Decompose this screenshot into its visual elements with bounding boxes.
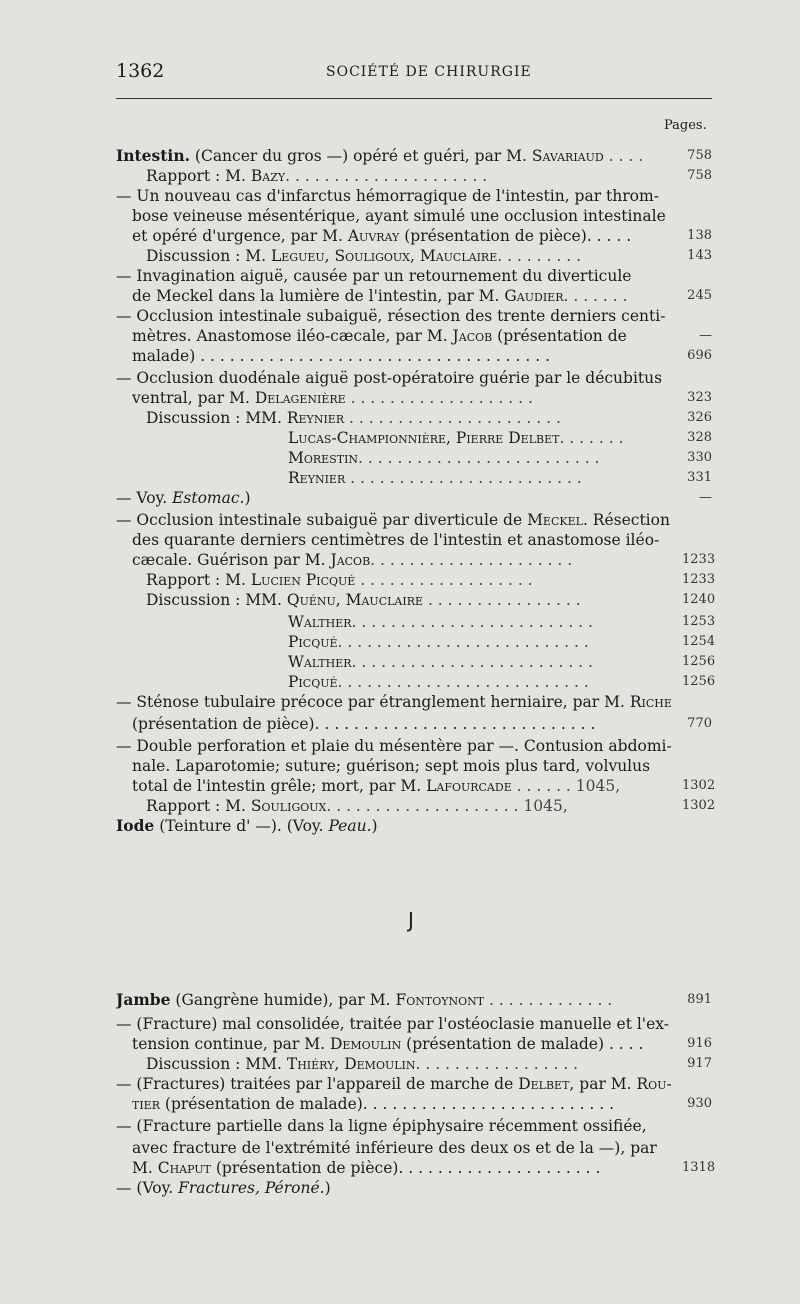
entry-text: — (Voy. <box>116 1179 179 1197</box>
page-reference: 1302 <box>682 778 716 793</box>
entry-text: (présentation de malade). . . . . . . . . . . . . . . . . . . . . . . . . . <box>160 1095 615 1113</box>
author-name: Chaput <box>157 1159 211 1177</box>
author-name: Auvray <box>347 227 400 245</box>
author-name: Delagenière <box>254 389 346 407</box>
entry-text: cæcale. Guérison par M. <box>132 551 331 569</box>
entry-text: — (Fracture) mal consolidée, traitée par l'ostéoclasie manuelle et l'ex- <box>116 1015 669 1033</box>
entry-text: M. <box>132 1159 158 1177</box>
page-reference: 1253 <box>682 614 716 629</box>
entry-text: (présentation de <box>492 327 627 345</box>
page-reference: 770 <box>687 716 712 731</box>
index-entry-line <box>288 652 680 672</box>
entry-text: Rapport : M. <box>146 167 251 185</box>
page-reference: 916 <box>687 1036 712 1051</box>
author-name: Reynier <box>288 469 346 487</box>
index-entry-line <box>116 692 680 712</box>
author-name: Walther <box>288 613 352 631</box>
author-name: Bazy <box>250 167 286 185</box>
entry-text: Discussion : MM. <box>146 1055 287 1073</box>
entry-text: nale. Laparotomie; suture; guérison; sept mois plus tard, volvulus <box>132 757 651 775</box>
entry-text: . . . . . . . <box>559 429 624 447</box>
entry-text: total de l'intestin grêle; mort, par M. <box>132 777 427 795</box>
entry-text: ) <box>324 1179 331 1197</box>
author-name: Gaudier <box>504 287 564 305</box>
entry-text: — Invagination aiguë, causée par un retournement du diverticule <box>116 267 632 285</box>
index-entry-line <box>132 326 680 346</box>
entry-text: . . . . . . . . . . . . . <box>484 991 613 1009</box>
page-reference: 245 <box>687 288 712 303</box>
index-entry-line <box>146 590 680 610</box>
entry-text: . . . . . . . . . . . . . . . . . . . <box>345 389 533 407</box>
author-name: Jacob <box>330 551 371 569</box>
index-entry-line <box>146 796 680 816</box>
page-reference: 917 <box>687 1056 712 1071</box>
entry-text: . . . . . . . . . . . . . . . . . . . . . . . . <box>345 469 582 487</box>
page-reference: — <box>699 490 712 505</box>
entry-text: . . . . . . . <box>563 287 628 305</box>
entry-text: (présentation de pièce). . . . . <box>399 227 632 245</box>
index-entry-line <box>132 776 680 796</box>
author-name: Lucas-Championnière, Pierre Delbet <box>288 429 560 447</box>
entry-text: — Un nouveau cas d'infarctus hémorragique de l'intestin, par throm- <box>116 187 659 205</box>
author-name: Jacob <box>452 327 493 345</box>
page-reference: 143 <box>687 248 712 263</box>
page-reference: 758 <box>687 148 712 163</box>
author-name: Reynier <box>286 409 345 427</box>
index-entry-line <box>132 206 680 226</box>
index-entry-line <box>116 1074 680 1094</box>
entry-text: — Occlusion duodénale aiguë post-opératoire guérie par le décubitus <box>116 369 663 387</box>
cross-reference: Fractures, Péroné. <box>178 1179 325 1197</box>
index-entry-line <box>132 1094 680 1114</box>
author-name: tier <box>132 1095 160 1113</box>
page-reference: — <box>699 328 712 343</box>
index-entry-line <box>132 530 680 550</box>
index-entry-line <box>116 736 680 756</box>
author-name: Souligoux <box>250 797 327 815</box>
page-reference: 1254 <box>682 634 716 649</box>
entry-keyword: Jambe <box>116 990 171 1009</box>
entry-text: bose veineuse mésentérique, ayant simulé une occlusion intestinale <box>132 207 666 225</box>
author-name: Lafourcade <box>426 777 512 795</box>
entry-text: . . . . . . . . . . . . . . . . . . . . . <box>285 167 488 185</box>
entry-text: , par M. <box>569 1075 637 1093</box>
page-reference: 930 <box>687 1096 712 1111</box>
index-entry-line <box>132 1158 680 1178</box>
entry-text: de Meckel dans la lumière de l'intestin, par M. <box>132 287 505 305</box>
index-entry-line <box>116 368 680 388</box>
index-entry-line <box>116 488 680 508</box>
index-entry-line <box>288 428 680 448</box>
index-entry-line <box>288 632 680 652</box>
page-reference: 1233 <box>682 552 716 567</box>
entry-text: ) <box>244 489 251 507</box>
author-name: Meckel <box>527 511 583 529</box>
entry-text: . . . . . . 1045, <box>511 777 621 795</box>
author-name: Lucien Picqué <box>250 571 356 589</box>
author-name: Thiéry, Demoulin <box>286 1055 416 1073</box>
entry-text: (présentation de pièce). . . . . . . . . . . . . . . . . . . . . . . . . . . . . <box>132 715 596 733</box>
entry-text: avec fracture de l'extrémité inférieure des deux os et de la —), par <box>132 1139 657 1157</box>
index-entry-line <box>116 146 680 166</box>
page-reference: 1256 <box>682 654 716 669</box>
author-name: Walther <box>288 653 352 671</box>
header-rule <box>116 98 712 99</box>
page-reference: 1302 <box>682 798 716 813</box>
index-entry-line <box>116 816 680 836</box>
entry-text: . . . . . . . . . . . . . . . . . . . . . . . . . <box>351 613 593 631</box>
author-name: Picqué <box>288 633 338 651</box>
entry-text: . . . . . . . . . . . . . . . . . . . . 1045, <box>326 797 568 815</box>
index-entry-line <box>146 246 680 266</box>
entry-text: . . . . . . . . . . . . . . . . . . <box>355 571 533 589</box>
entry-text: . . . . . . . . . . . . . . . . <box>423 591 581 609</box>
entry-text: (présentation de malade) . . . . <box>401 1035 644 1053</box>
index-entry-line <box>146 166 680 186</box>
pages-column-label: Pages. <box>664 118 707 133</box>
entry-text: ventral, par M. <box>132 389 255 407</box>
page-reference: 138 <box>687 228 712 243</box>
entry-text: . . . . . . . . . <box>497 247 582 265</box>
entry-text: . . . . . . . . . . . . . . . . . . . . . . . . . . <box>337 633 589 651</box>
index-entry-line <box>146 408 680 428</box>
entry-text: (Cancer du gros —) opéré et guéri, par M. <box>189 147 532 165</box>
entry-text: malade) . . . . . . . . . . . . . . . . . . . . . . . . . . . . . . . . . . . . <box>132 347 551 365</box>
entry-text: et opéré d'urgence, par M. <box>132 227 348 245</box>
entry-text: Discussion : MM. <box>146 409 287 427</box>
entry-text: ) <box>371 817 378 835</box>
author-name: Picqué <box>288 673 338 691</box>
author-name: Riche <box>629 693 672 711</box>
page-reference: 326 <box>687 410 712 425</box>
entry-text: Discussion : M. <box>146 247 271 265</box>
entry-text: . . . . . . . . . . . . . . . . . . . . . . . . . . <box>337 673 589 691</box>
page-reference: 330 <box>687 450 712 465</box>
author-name: Morestin <box>288 449 359 467</box>
index-entry-line <box>116 1014 680 1034</box>
index-entry-line <box>288 672 680 692</box>
running-title: SOCIÉTÉ DE CHIRURGIE <box>326 64 532 80</box>
entry-text: . . . . . . . . . . . . . . . . . . . . . <box>370 551 573 569</box>
page-reference: 1256 <box>682 674 716 689</box>
entry-text: Rapport : M. <box>146 571 251 589</box>
index-entry-line <box>116 510 680 530</box>
index-entry-line <box>132 346 680 366</box>
index-entry-line <box>116 306 680 326</box>
index-entry-line <box>288 612 680 632</box>
entry-text: . . . . . . . . . . . . . . . . . . . . . . . . . <box>358 449 600 467</box>
entry-text: (Teinture d' —). (Voy. <box>154 817 329 835</box>
page-reference: 1318 <box>682 1160 716 1175</box>
author-name: Savariaud <box>531 147 604 165</box>
page-number: 1362 <box>116 60 165 82</box>
entry-text: — (Fractures) traitées par l'appareil de marche de <box>116 1075 519 1093</box>
page-reference: 696 <box>687 348 712 363</box>
index-entry-line <box>116 266 680 286</box>
index-entry-line <box>132 286 680 306</box>
index-entry-line <box>116 186 680 206</box>
index-entry-line <box>116 1178 680 1198</box>
index-entry-line <box>132 714 680 734</box>
author-name: Delbet <box>518 1075 570 1093</box>
entry-text: — Voy. <box>116 489 173 507</box>
entry-text: — Occlusion intestinale subaiguë par diverticule de <box>116 511 528 529</box>
section-letter: J <box>408 908 414 932</box>
author-name: Fontoynont <box>395 991 485 1009</box>
cross-reference: Estomac. <box>172 489 245 507</box>
index-entry-line <box>146 1054 680 1074</box>
page-reference: 758 <box>687 168 712 183</box>
entry-text: . . . . . . . . . . . . . . . . . <box>415 1055 579 1073</box>
entry-text: — (Fracture partielle dans la ligne épiphysaire récemment ossifiée, <box>116 1117 647 1135</box>
entry-text: mètres. Anastomose iléo-cæcale, par M. <box>132 327 453 345</box>
index-entry-line <box>132 756 680 776</box>
index-entry-line <box>288 448 680 468</box>
page-reference: 1233 <box>682 572 716 587</box>
entry-text: . . . . . . . . . . . . . . . . . . . . . . . . . <box>351 653 593 671</box>
index-entry-line <box>288 468 680 488</box>
page-reference: 331 <box>687 470 712 485</box>
entry-text: . . . . . . . . . . . . . . . . . . . . . . <box>344 409 561 427</box>
author-name: Rou- <box>636 1075 672 1093</box>
cross-reference: Peau. <box>328 817 372 835</box>
index-entry-line <box>132 1034 680 1054</box>
entry-text: . Résection <box>582 511 670 529</box>
index-entry-line <box>132 226 680 246</box>
entry-text: Discussion : MM. <box>146 591 287 609</box>
entry-text: . . . . <box>603 147 644 165</box>
index-entry-line <box>132 1138 680 1158</box>
entry-text: des quarante derniers centimètres de l'intestin et anastomose iléo- <box>132 531 660 549</box>
page-reference: 323 <box>687 390 712 405</box>
index-entry-line <box>146 570 680 590</box>
entry-text: — Occlusion intestinale subaiguë, résection des trente derniers centi- <box>116 307 666 325</box>
entry-keyword: Iode <box>116 816 155 835</box>
entry-text: tension continue, par M. <box>132 1035 330 1053</box>
entry-text: (présentation de pièce). . . . . . . . . . . . . . . . . . . . . <box>210 1159 601 1177</box>
page-reference: 1240 <box>682 592 716 607</box>
entry-text: (Gangrène humide), par M. <box>170 991 396 1009</box>
entry-text: — Sténose tubulaire précoce par étranglement herniaire, par M. <box>116 693 630 711</box>
index-entry-line <box>116 1116 680 1136</box>
entry-text: — Double perforation et plaie du mésentère par —. Contusion abdomi- <box>116 737 672 755</box>
entry-text: Rapport : M. <box>146 797 251 815</box>
author-name: Legueu, Souligoux, Mauclaire <box>270 247 498 265</box>
index-entry-line <box>132 388 680 408</box>
index-entry-line <box>132 550 680 570</box>
index-entry-line <box>116 990 680 1010</box>
entry-keyword: Intestin. <box>116 146 190 165</box>
author-name: Demoulin <box>329 1035 402 1053</box>
page-reference: 891 <box>687 992 712 1007</box>
page-reference: 328 <box>687 430 712 445</box>
author-name: Quénu, Mauclaire <box>286 591 424 609</box>
